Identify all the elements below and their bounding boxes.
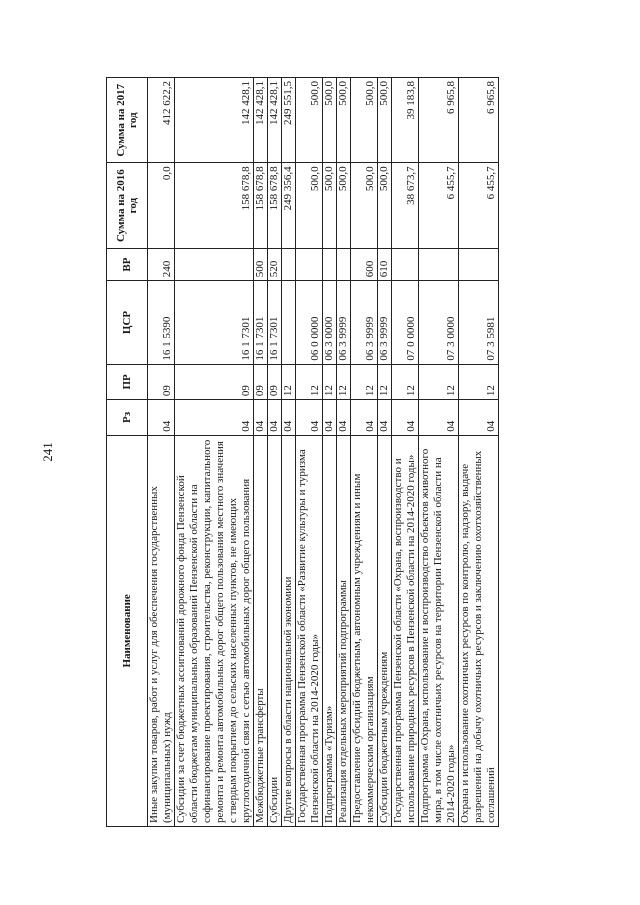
cell-rz: 04 <box>268 400 282 436</box>
cell-vr <box>282 248 296 281</box>
cell-pr: 12 <box>337 364 351 400</box>
cell-sum-2017: 500,0 <box>337 78 351 163</box>
header-sum-2016: Сумма на 2016 год <box>107 163 148 248</box>
cell-vr: 240 <box>148 248 175 281</box>
table-row <box>175 78 254 827</box>
cell-csr: 07 3 5981 <box>459 281 499 364</box>
table-row <box>148 78 175 827</box>
cell-sum-2016: 38 673,7 <box>392 163 419 248</box>
cell-csr: 16 1 5390 <box>148 281 175 364</box>
cell-name: Реализация отдельных мероприятий подпрограммы <box>337 435 351 826</box>
header-pr: ПР <box>107 364 148 400</box>
cell-sum-2017: 39 183,8 <box>392 78 419 163</box>
cell-name: Подпрограмма «Охрана, использование и воспроизводство объектов животного мира, в том числе охотничьих ресурсов на территории Пензенской области на 2014-2020 годы» <box>419 435 459 826</box>
cell-sum-2017: 500,0 <box>323 78 337 163</box>
cell-vr <box>419 248 459 281</box>
cell-rz: 04 <box>378 400 392 436</box>
header-name: Наименование <box>107 435 148 826</box>
table-row <box>419 78 459 827</box>
cell-pr: 12 <box>392 364 419 400</box>
cell-csr: 06 3 9999 <box>337 281 351 364</box>
cell-csr <box>282 281 296 364</box>
cell-name: Подпрограмма «Туризм» <box>323 435 337 826</box>
cell-pr: 12 <box>323 364 337 400</box>
cell-name: Предоставление субсидий бюджетным, автономным учреждениям и иным некоммерческим организациям <box>351 435 378 826</box>
table-row <box>459 78 499 827</box>
cell-vr <box>296 248 323 281</box>
cell-pr: 12 <box>459 364 499 400</box>
cell-vr <box>175 248 254 281</box>
cell-sum-2016: 158 678,8 <box>254 163 268 248</box>
cell-pr: 12 <box>296 364 323 400</box>
cell-name: Иные закупки товаров, работ и услуг для обеспечения государственных (муниципальных) нужд <box>148 435 175 826</box>
cell-csr: 16 1 7301 <box>175 281 254 364</box>
cell-sum-2017: 142 428,1 <box>254 78 268 163</box>
cell-rz: 04 <box>254 400 268 436</box>
header-vr: ВР <box>107 248 148 281</box>
cell-vr: 610 <box>378 248 392 281</box>
cell-pr: 09 <box>175 364 254 400</box>
cell-vr: 500 <box>254 248 268 281</box>
table-header-row <box>107 78 148 827</box>
cell-name: Другие вопросы в области национальной экономики <box>282 435 296 826</box>
cell-vr <box>459 248 499 281</box>
cell-rz: 04 <box>419 400 459 436</box>
cell-sum-2016: 6 455,7 <box>459 163 499 248</box>
cell-vr <box>337 248 351 281</box>
table-row <box>351 78 378 827</box>
cell-pr: 12 <box>351 364 378 400</box>
cell-sum-2017: 142 428,1 <box>268 78 282 163</box>
table-row <box>337 78 351 827</box>
cell-sum-2016: 500,0 <box>378 163 392 248</box>
cell-csr: 06 0 0000 <box>296 281 323 364</box>
cell-vr <box>392 248 419 281</box>
cell-sum-2016: 158 678,8 <box>175 163 254 248</box>
cell-sum-2016: 6 455,7 <box>419 163 459 248</box>
page-number: 241 <box>40 442 55 462</box>
cell-sum-2016: 249 356,4 <box>282 163 296 248</box>
cell-rz: 04 <box>392 400 419 436</box>
rotated-page-content <box>106 77 566 827</box>
cell-pr: 09 <box>254 364 268 400</box>
cell-csr: 16 1 7301 <box>268 281 282 364</box>
table-row <box>378 78 392 827</box>
cell-sum-2017: 142 428,1 <box>175 78 254 163</box>
cell-pr: 12 <box>282 364 296 400</box>
cell-name: Государственная программа Пензенской области «Развитие культуры и туризма Пензенской области на 2014-2020 годы» <box>296 435 323 826</box>
cell-sum-2017: 6 965,8 <box>459 78 499 163</box>
table-row <box>282 78 296 827</box>
cell-sum-2017: 500,0 <box>351 78 378 163</box>
cell-sum-2017: 6 965,8 <box>419 78 459 163</box>
cell-sum-2016: 500,0 <box>351 163 378 248</box>
cell-name: Межбюджетные трансферты <box>254 435 268 826</box>
cell-csr: 07 0 0000 <box>392 281 419 364</box>
cell-pr: 12 <box>419 364 459 400</box>
cell-csr: 07 3 0000 <box>419 281 459 364</box>
budget-table <box>106 77 499 827</box>
table-row <box>254 78 268 827</box>
cell-rz: 04 <box>282 400 296 436</box>
cell-rz: 04 <box>175 400 254 436</box>
cell-name: Государственная программа Пензенской области «Охрана, воспроизводство и использование природных ресурсов в Пензенской области на 2014-2020 годы» <box>392 435 419 826</box>
cell-sum-2017: 500,0 <box>296 78 323 163</box>
cell-csr: 06 3 9999 <box>378 281 392 364</box>
cell-name: Субсидии <box>268 435 282 826</box>
cell-pr: 09 <box>268 364 282 400</box>
cell-sum-2017: 249 551,5 <box>282 78 296 163</box>
cell-sum-2016: 0,0 <box>148 163 175 248</box>
table-row <box>392 78 419 827</box>
cell-sum-2017: 412 622,2 <box>148 78 175 163</box>
cell-csr: 06 3 9999 <box>351 281 378 364</box>
header-sum-2017: Сумма на 2017 год <box>107 78 148 163</box>
cell-sum-2016: 158 678,8 <box>268 163 282 248</box>
cell-vr <box>323 248 337 281</box>
table-row <box>268 78 282 827</box>
cell-csr: 16 1 7301 <box>254 281 268 364</box>
cell-rz: 04 <box>296 400 323 436</box>
cell-sum-2016: 500,0 <box>337 163 351 248</box>
cell-rz: 04 <box>351 400 378 436</box>
cell-sum-2016: 500,0 <box>323 163 337 248</box>
cell-name: Охрана и использование охотничьих ресурсов по контролю, надзору, выдаче разрешений на добычу охотничьих ресурсов и заключению охотхозяйственных соглашений <box>459 435 499 826</box>
table-row <box>296 78 323 827</box>
cell-name: Субсидии за счет бюджетных ассигнований дорожного фонда Пензенской области бюджетам муниципальных образований Пензенской области на софинансирование проектирования, строительства, реконструкции, капитального ремонта и ремонта автомобильных дорог общего пользования местного значения с твердым покрытием до сельских населенных пунктов, не имеющих круглогодичной связи с сетью автомобильных дорог общего пользования <box>175 435 254 826</box>
cell-pr: 09 <box>148 364 175 400</box>
cell-sum-2017: 500,0 <box>378 78 392 163</box>
cell-vr: 520 <box>268 248 282 281</box>
cell-pr: 12 <box>378 364 392 400</box>
cell-vr: 600 <box>351 248 378 281</box>
header-rz: Рз <box>107 400 148 436</box>
header-csr: ЦСР <box>107 281 148 364</box>
cell-rz: 04 <box>459 400 499 436</box>
table-row <box>323 78 337 827</box>
cell-sum-2016: 500,0 <box>296 163 323 248</box>
cell-rz: 04 <box>337 400 351 436</box>
cell-csr: 06 3 0000 <box>323 281 337 364</box>
cell-rz: 04 <box>148 400 175 436</box>
cell-name: Субсидии бюджетным учреждениям <box>378 435 392 826</box>
cell-rz: 04 <box>323 400 337 436</box>
